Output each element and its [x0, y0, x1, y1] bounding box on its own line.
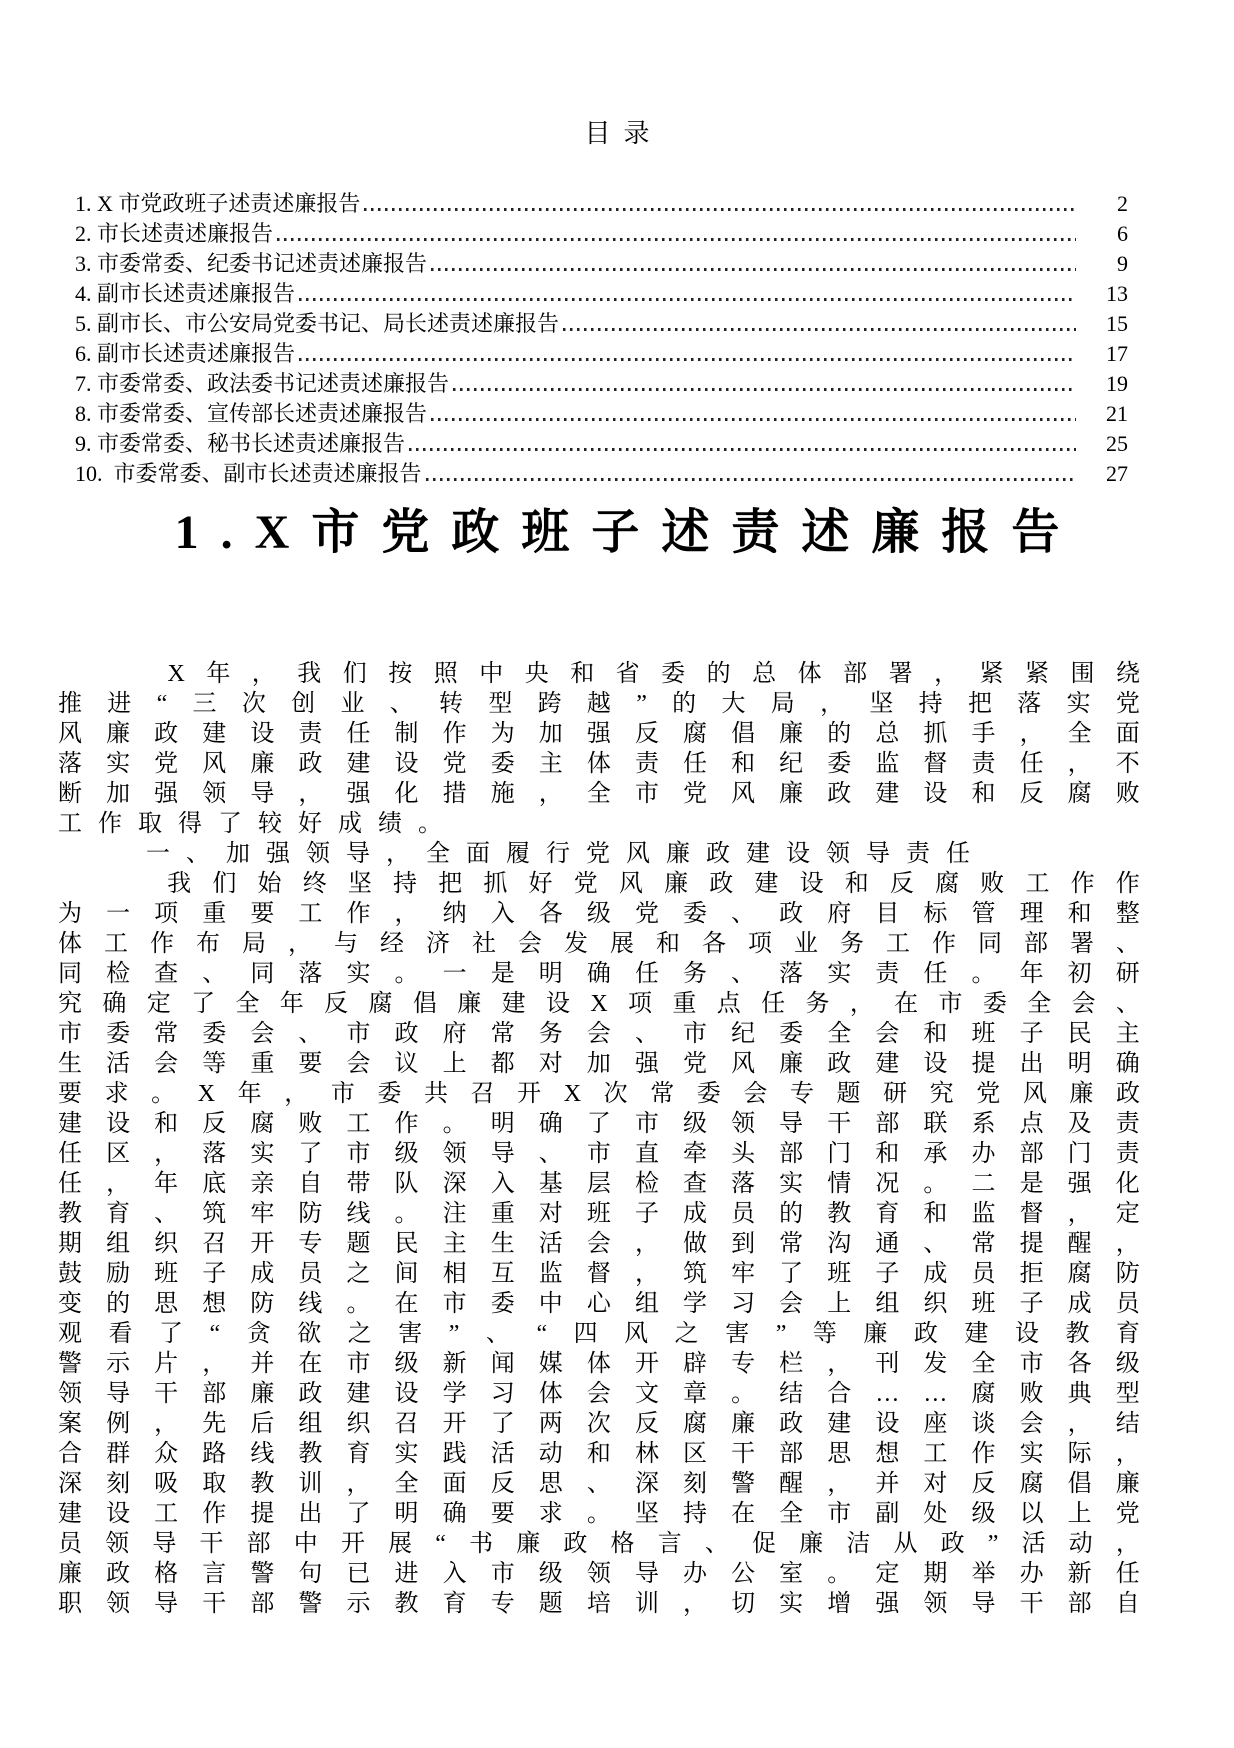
body-line: 合 群 众 路 线 教 育 实 践 活 动 和 林 区 干 部 思 想 工 作 实 际 ，	[58, 1441, 1140, 1467]
toc-item-label: 6. 副市长述责述廉报告	[75, 341, 296, 366]
body-line: 教 育 、 筑 牢 防 线 。 注 重 对 班 子 成 员 的 教 育 和 监 督 ， 定	[58, 1201, 1140, 1227]
toc-item-label: 8. 市委常委、宣传部长述责述廉报告	[75, 401, 428, 426]
body-line: 警 示 片 ， 并 在 市 级 新 闻 媒 体 开 辟 专 栏 ， 刊 发 全 市 各 级	[58, 1351, 1140, 1377]
body-line: 究 确 定 了 全 年 反 腐 倡 廉 建 设 X 项 重 点 任 务 ， 在 市 委 全 会 、	[58, 991, 1140, 1017]
toc-item-label: 3. 市委常委、纪委书记述责述廉报告	[75, 251, 428, 276]
toc-item-label: 7. 市委常委、政法委书记述责述廉报告	[75, 371, 450, 396]
toc-page-number: 21	[1106, 401, 1128, 426]
body-line: 为 一 项 重 要 工 作 ， 纳 入 各 级 党 委 、 政 府 目 标 管 理 和 整	[58, 901, 1140, 927]
toc-item-label: 9. 市委常委、秘书长述责述廉报告	[75, 431, 406, 456]
body-line: 期 组 织 召 开 专 题 民 主 生 活 会 ， 做 到 常 沟 通 、 常 提 醒 ，	[58, 1231, 1140, 1257]
toc-title: 目 录	[584, 119, 650, 148]
body-line: 员 领 导 干 部 中 开 展 “ 书 廉 政 格 言 、 促 廉 洁 从 政 ” 活 动 ，	[58, 1531, 1140, 1557]
toc-dot-leader	[453, 388, 1076, 391]
toc-item[interactable]	[75, 427, 1128, 457]
toc-page-number: 25	[1106, 431, 1128, 456]
toc-dot-leader	[277, 238, 1076, 241]
body-line: 落 实 党 风 廉 政 建 设 党 委 主 体 责 任 和 纪 委 监 督 责 任 ， 不	[58, 751, 1140, 777]
toc-page-number: 13	[1106, 281, 1128, 306]
body-line: 推 进 “ 三 次 创 业 、 转 型 跨 越 ” 的 大 局 ， 坚 持 把 落 实 党	[58, 691, 1140, 717]
toc-item[interactable]	[75, 367, 1128, 397]
body-line: 观 看 了 “ 贪 欲 之 害 ” 、 “ 四 风 之 害 ” 等 廉 政 建 设 教 育	[58, 1321, 1140, 1347]
toc-page-number: 27	[1106, 461, 1128, 486]
body-line: 案 例 ， 先 后 组 织 召 开 了 两 次 反 腐 廉 政 建 设 座 谈 会 ， 结	[58, 1411, 1140, 1437]
toc-item-label: 10. 市委常委、副市长述责述廉报告	[75, 461, 422, 486]
body-line: 深 刻 吸 取 教 训 ， 全 面 反 思 、 深 刻 警 醒 ， 并 对 反 腐 倡 廉	[58, 1471, 1140, 1497]
toc-page-number: 2	[1117, 191, 1128, 216]
indent-spacer	[58, 659, 146, 689]
toc-list	[75, 187, 1128, 487]
toc-item[interactable]	[75, 457, 1128, 487]
body-line: 我 们 始 终 坚 持 把 抓 好 党 风 廉 政 建 设 和 反 腐 败 工 作 作	[58, 869, 1140, 899]
toc-item[interactable]	[75, 187, 1128, 217]
body-line: 职 领 导 干 部 警 示 教 育 专 题 培 训 ， 切 实 增 强 领 导 干 部 自	[58, 1591, 1140, 1617]
body-line: 断 加 强 领 导 ， 强 化 措 施 ， 全 市 党 风 廉 政 建 设 和 反 腐 败	[58, 781, 1140, 807]
toc-item-label: 4. 副市长述责述廉报告	[75, 281, 296, 306]
body-line: 要 求 。 X 年 ， 市 委 共 召 开 X 次 常 委 会 专 题 研 究 党 风 廉 政	[58, 1081, 1140, 1107]
body-line: 生 活 会 等 重 要 会 议 上 都 对 加 强 党 风 廉 政 建 设 提 出 明 确	[58, 1051, 1140, 1077]
toc-item-label: 1. X 市党政班子述责述廉报告	[75, 191, 361, 216]
toc-item[interactable]	[75, 397, 1128, 427]
toc-page-number: 19	[1106, 371, 1128, 396]
body-line: 市 委 常 委 会 、 市 政 府 常 务 会 、 市 纪 委 全 会 和 班 子 民 主	[58, 1021, 1140, 1047]
body-line: 变 的 思 想 防 线 。 在 市 委 中 心 组 学 习 会 上 组 织 班 子 成 员	[58, 1291, 1140, 1317]
toc-dot-leader	[299, 298, 1076, 301]
toc-dot-leader	[431, 268, 1076, 271]
toc-item[interactable]	[75, 217, 1128, 247]
toc-dot-leader	[431, 418, 1076, 421]
section-heading: 1.X市党政班子述责述廉报告	[174, 506, 1082, 559]
body-line: 同 检 查 、 同 落 实 。 一 是 明 确 任 务 、 落 实 责 任 。 年 初 研	[58, 961, 1140, 987]
document-body	[58, 659, 1140, 1619]
body-line: 廉 政 格 言 警 句 已 进 入 市 级 领 导 办 公 室 。 定 期 举 办 新 任	[58, 1561, 1140, 1587]
toc-page-number: 15	[1106, 311, 1128, 336]
body-line: 风 廉 政 建 设 责 任 制 作 为 加 强 反 腐 倡 廉 的 总 抓 手 ， 全 面	[58, 721, 1140, 747]
body-line: 工作取得了较好成绩。	[58, 811, 458, 837]
toc-item[interactable]	[75, 307, 1128, 337]
toc-item-label: 2. 市长述责述廉报告	[75, 221, 274, 246]
indent-spacer	[58, 869, 146, 899]
toc-item[interactable]	[75, 337, 1128, 367]
body-line: X 年 ， 我 们 按 照 中 央 和 省 委 的 总 体 部 署 ， 紧 紧 围 绕	[58, 659, 1140, 689]
body-line: 建 设 工 作 提 出 了 明 确 要 求 。 坚 持 在 全 市 副 处 级 以 上 党	[58, 1501, 1140, 1527]
toc-item-label: 5. 副市长、市公安局党委书记、局长述责述廉报告	[75, 311, 560, 336]
body-line: 任 ， 年 底 亲 自 带 队 深 入 基 层 检 查 落 实 情 况 。 二 是 强 化	[58, 1171, 1140, 1197]
toc-item[interactable]	[75, 247, 1128, 277]
body-line: 一、加强领导，全面履行党风廉政建设领导责任	[146, 841, 986, 867]
toc-dot-leader	[563, 328, 1076, 331]
toc-dot-leader	[409, 448, 1076, 451]
toc-dot-leader	[299, 358, 1076, 361]
toc-page-number: 17	[1106, 341, 1128, 366]
toc-dot-leader	[364, 208, 1076, 211]
body-line: 体 工 作 布 局 ， 与 经 济 社 会 发 展 和 各 项 业 务 工 作 同 部 署 、	[58, 931, 1140, 957]
body-line: 任 区 ， 落 实 了 市 级 领 导 、 市 直 牵 头 部 门 和 承 办 部 门 责	[58, 1141, 1140, 1167]
body-line: 鼓 励 班 子 成 员 之 间 相 互 监 督 ， 筑 牢 了 班 子 成 员 拒 腐 防	[58, 1261, 1140, 1287]
body-line: 建 设 和 反 腐 败 工 作 。 明 确 了 市 级 领 导 干 部 联 系 点 及 责	[58, 1111, 1140, 1137]
toc-item[interactable]	[75, 277, 1128, 307]
body-line: 领 导 干 部 廉 政 建 设 学 习 体 会 文 章 。 结 合 … … 腐 败 典 型	[58, 1381, 1140, 1407]
toc-page-number: 6	[1117, 221, 1128, 246]
toc-page-number: 9	[1117, 251, 1128, 276]
toc-dot-leader	[426, 478, 1076, 481]
